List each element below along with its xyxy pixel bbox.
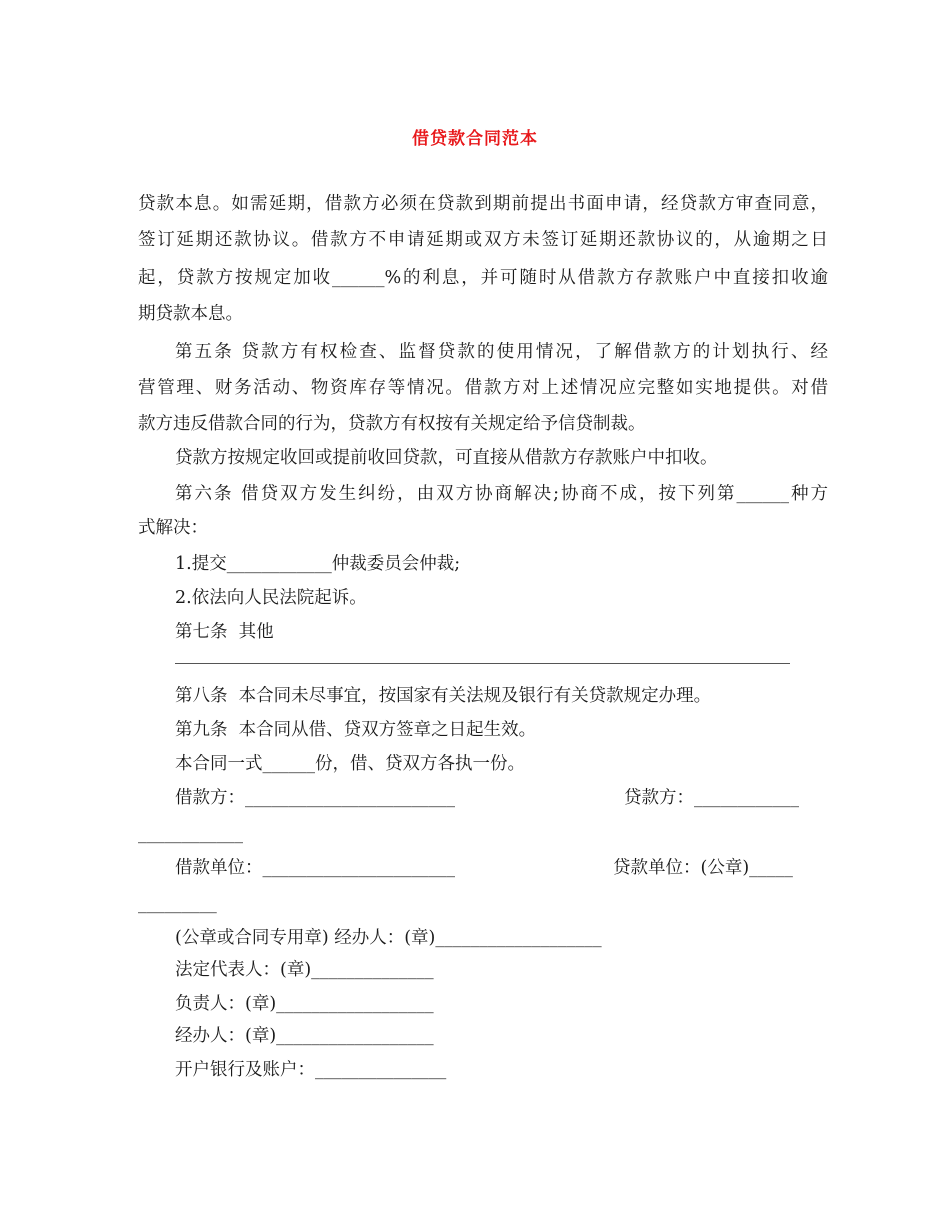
bank-account-field: 开户银行及账户：_______________ bbox=[175, 1060, 447, 1080]
document-title: 借贷款合同范本 bbox=[412, 129, 538, 149]
paragraph-line: 起，贷款方按规定加收______%的利息，并可随时从借款方存款账户中直接扣收逾 bbox=[138, 268, 828, 288]
list-item: 1.提交____________仲裁委员会仲裁; bbox=[175, 554, 461, 574]
lender-unit-field: 贷款单位：(公章)_____ bbox=[613, 858, 793, 878]
paragraph-line: 款方违反借款合同的行为，贷款方有权按有关规定给予信贷制裁。 bbox=[138, 414, 646, 434]
article-9-line: 第九条 本合同从借、贷双方签章之日起生效。 bbox=[175, 720, 537, 740]
lender-signature-continuation: ____________ bbox=[138, 824, 243, 844]
divider-line bbox=[175, 663, 790, 664]
seal-agent-field: (公章或合同专用章) 经办人：(章)___________________ bbox=[175, 928, 602, 948]
paragraph-line: 期贷款本息。 bbox=[138, 304, 243, 324]
agent-field: 经办人：(章)__________________ bbox=[175, 1026, 434, 1046]
article-6-heading-line: 第六条 借贷双方发生纠纷，由双方协商解决;协商不成，按下列第______种方 bbox=[175, 484, 828, 504]
lender-signature-field: 贷款方：____________ bbox=[624, 788, 799, 808]
paragraph-line: 营管理、财务活动、物资库存等情况。借款方对上述情况应完整如实地提供。对借 bbox=[138, 378, 828, 398]
copies-line: 本合同一式______份，借、贷双方各执一份。 bbox=[175, 754, 525, 774]
lender-unit-continuation: _________ bbox=[138, 894, 217, 914]
paragraph-line: 贷款方按规定收回或提前收回贷款，可直接从借款方存款账户中扣收。 bbox=[175, 448, 718, 468]
paragraph-line: 贷款本息。如需延期，借款方必须在贷款到期前提出书面申请，经贷款方审查同意， bbox=[138, 194, 828, 214]
paragraph-line: 签订延期还款协议。借款方不申请延期或双方未签订延期还款协议的，从逾期之日 bbox=[138, 230, 828, 250]
article-7-heading: 第七条 其他 bbox=[175, 622, 274, 642]
borrower-signature-field: 借款方：________________________ bbox=[175, 788, 455, 808]
article-5-heading-line: 第五条 贷款方有权检查、监督贷款的使用情况，了解借款方的计划执行、经 bbox=[175, 342, 828, 362]
article-8-line: 第八条 本合同未尽事宜，按国家有关法规及银行有关贷款规定办理。 bbox=[175, 686, 712, 706]
borrower-unit-field: 借款单位：______________________ bbox=[175, 858, 455, 878]
list-item: 2.依法向人民法院起诉。 bbox=[175, 588, 367, 608]
responsible-person-field: 负责人：(章)__________________ bbox=[175, 994, 434, 1014]
legal-representative-field: 法定代表人：(章)______________ bbox=[175, 960, 434, 980]
paragraph-line: 式解决： bbox=[138, 518, 208, 538]
